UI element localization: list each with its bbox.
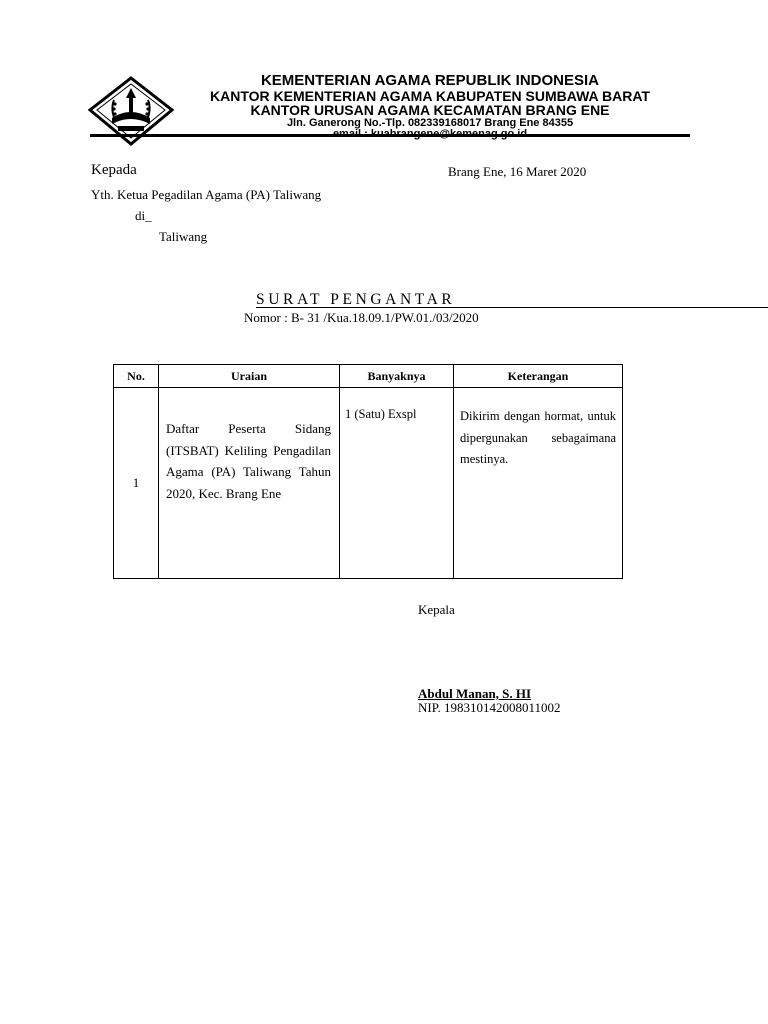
- letter-title: SURAT PENGANTAR: [256, 291, 456, 308]
- di-label: di_: [135, 208, 152, 223]
- cell-keterangan: Dikirim dengan hormat, untuk dipergunakan sebagaimana mestinya.: [454, 388, 623, 579]
- regency-office-name: KANTOR KEMENTERIAN AGAMA KABUPATEN SUMBAWA BARAT: [210, 88, 650, 104]
- col-header-keterangan: Keterangan: [454, 365, 623, 388]
- col-header-banyaknya: Banyaknya: [340, 365, 454, 388]
- table-header-row: [114, 365, 623, 388]
- signatory-name: Abdul Manan, S. HI: [418, 686, 532, 701]
- col-header-no: No.: [114, 365, 159, 388]
- ministry-name: KEMENTERIAN AGAMA REPUBLIK INDONESIA: [260, 72, 600, 89]
- place-date: Brang Ene, 16 Maret 2020: [448, 164, 587, 179]
- cell-uraian: Daftar Peserta Sidang (ITSBAT) Keliling Pengadilan Agama (PA) Taliwang Tahun 2020, Kec. Brang Ene: [159, 388, 340, 579]
- title-underline: [256, 307, 768, 308]
- table-row: [114, 388, 623, 579]
- signatory-title: Kepala: [418, 602, 455, 617]
- office-email: email : kuabrangene@kemenag.go.id: [332, 128, 528, 140]
- recipient: Yth. Ketua Pegadilan Agama (PA) Taliwang: [91, 187, 322, 202]
- col-header-uraian: Uraian: [159, 365, 340, 388]
- cell-banyaknya: 1 (Satu) Exspl: [340, 388, 454, 579]
- kepada-label: Kepada: [91, 162, 137, 178]
- letter-number: Nomor : B- 31 /Kua.18.09.1/PW.01./03/2020: [244, 310, 479, 325]
- cell-no: 1: [114, 388, 159, 579]
- recipient-city: Taliwang: [159, 229, 208, 244]
- letterhead-rule: [90, 134, 690, 137]
- signatory-nip: NIP. 198310142008011002: [418, 700, 561, 715]
- items-table: [113, 364, 623, 579]
- office-address: Jln. Ganerong No.-Tlp. 082339168017 Brang Ene 84355: [286, 117, 574, 129]
- district-office-name: KANTOR URUSAN AGAMA KECAMATAN BRANG ENE: [250, 102, 610, 118]
